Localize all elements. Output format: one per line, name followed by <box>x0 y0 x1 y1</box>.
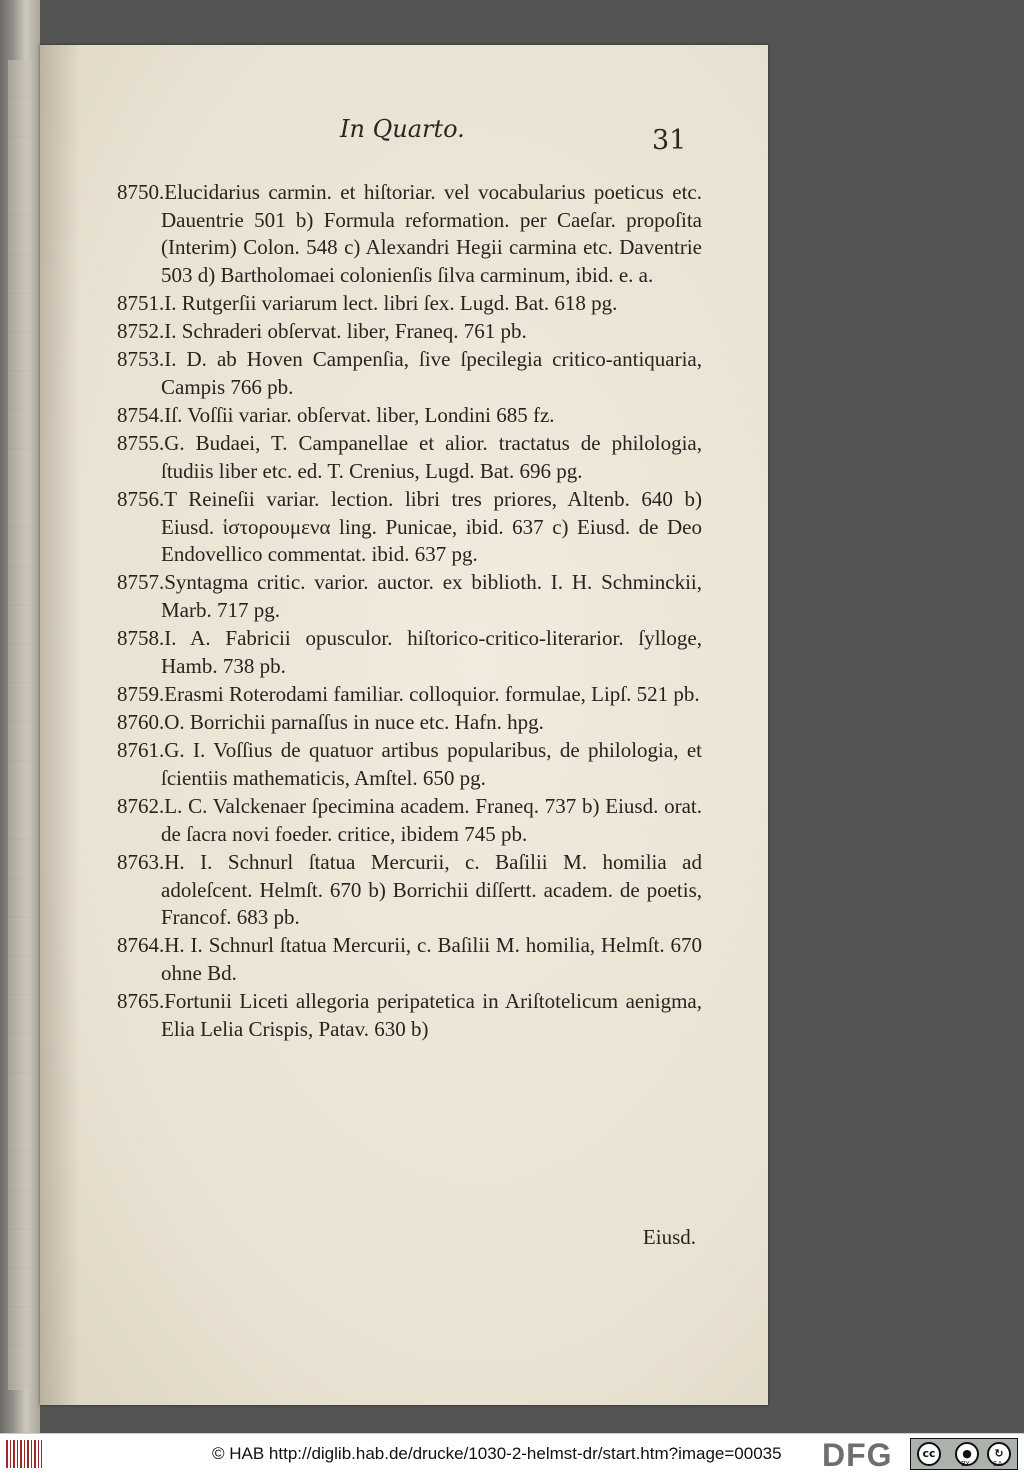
entry-text: I. Rutgerſii variarum lect. libri ſex. Lugd. Bat. 618 pg. <box>164 290 618 315</box>
cc-by-sa-icon[interactable] <box>910 1438 1018 1470</box>
entry-text: O. Borrichii parnaſſus in nuce etc. Hafn. hpg. <box>164 710 544 735</box>
entry-number: 8750. <box>117 180 165 204</box>
spine-page-edges <box>8 60 32 1390</box>
entry-number: 8765. <box>117 989 165 1014</box>
entry-text: L. C. Valckenaer ſpecimina academ. Franeq. 737 b) Eiusd. orat. de ſacra novi foeder. critice, ibidem 745 pb. <box>161 794 702 846</box>
catalog-entry <box>117 569 702 624</box>
entry-text: I. D. ab Hoven Campenſia, ſive ſpecilegia critico-antiquaria, Campis 766 pb. <box>161 347 702 399</box>
footer-bar <box>0 1433 1024 1474</box>
entry-number: 8754. <box>117 403 165 428</box>
by-person-icon: ● <box>955 1442 979 1466</box>
entry-number: 8756. <box>117 487 165 512</box>
entry-number: 8761. <box>117 738 165 763</box>
catalog-entry <box>117 346 702 401</box>
entry-text: T Reineſii variar. lection. libri tres priores, Altenb. 640 b) Eiusd. ἱστορουμενα ling. Punicae, ibid. 637 c) Eiusd. de Deo Endovellico commentat. ibid. 637 pg. <box>161 487 702 567</box>
sa-label: SA <box>993 1460 1003 1468</box>
dfg-logo[interactable]: DFG <box>822 1437 893 1473</box>
entry-number: 8757. <box>117 570 165 595</box>
entry-text: Fortunii Liceti allegoria peripatetica in Ariſtotelicum aenigma, Elia Lelia Crispis, Patav. 630 b) <box>161 989 702 1041</box>
page-number: 31 <box>652 125 687 156</box>
entry-number: 8755. <box>117 431 165 456</box>
cc-icon: cc <box>917 1442 941 1466</box>
entry-text: Erasmi Roterodami familiar. colloquior. formulae, Lipſ. 521 pb. <box>164 682 700 707</box>
entry-number: 8763. <box>117 849 165 874</box>
share-alike-icon: ↻ <box>987 1442 1011 1466</box>
catalog-entry <box>117 932 702 987</box>
copyright-link[interactable]: © HAB http://diglib.hab.de/drucke/1030-2-helmst-dr/start.htm?image=00035 <box>212 1444 782 1463</box>
book-spine <box>0 0 40 1433</box>
catalog-entry <box>117 988 702 1043</box>
entry-text: G. Budaei, T. Campanellae et alior. tractatus de philologia, ſtudiis liber etc. ed. T. Crenius, Lugd. Bat. 696 pg. <box>161 431 702 483</box>
entry-text: Elucidarius carmin. et hiſtoriar. vel vocabularius poeticus etc. Dauentrie 501 b) Formula reformation. per Caeſar. propoſita (Interim) Colon. 548 c) Alexandri Hegii carmina etc. Daventrie 503 d) Bartholomaei colonienſis ſilva carminum, ibid. e. a. <box>161 180 702 287</box>
hab-barcode-icon <box>6 1440 42 1468</box>
entry-number: 8764. <box>117 933 165 958</box>
by-label: BY <box>961 1460 970 1468</box>
catalog-entries <box>117 179 702 1044</box>
catalog-entry <box>117 625 702 680</box>
entry-text: G. I. Voſſius de quatuor artibus popularibus, de philologia, et ſcientiis mathematicis, Amſtel. 650 pg. <box>161 738 702 790</box>
catchword: Eiusd. <box>642 1225 696 1249</box>
entry-text: H. I. Schnurl ſtatua Mercurii, c. Baſilii M. homilia, Helmſt. 670 ohne Bd. <box>161 933 702 985</box>
catalog-entry <box>117 793 702 848</box>
catalog-entry <box>117 179 702 289</box>
catalog-entry <box>117 681 702 709</box>
entry-number: 8758. <box>117 626 165 651</box>
entry-number: 8762. <box>117 794 165 819</box>
entry-text: I. A. Fabricii opusculor. hiſtorico-critico-literarior. ſylloge, Hamb. 738 pb. <box>161 626 702 678</box>
entry-text: I. Schraderi obſervat. liber, Franeq. 761 pb. <box>164 319 527 344</box>
catalog-entry <box>117 737 702 792</box>
entry-number: 8751. <box>117 290 165 315</box>
catalog-entry <box>117 486 702 569</box>
catalog-entry <box>117 430 702 485</box>
catalog-entry <box>117 318 702 346</box>
entry-text: H. I. Schnurl ſtatua Mercurii, c. Baſilii M. homilia ad adoleſcent. Helmſt. 670 b) Borrichii diſſertt. academ. de poetis, Francof. 683 pb. <box>161 849 702 930</box>
entry-number: 8760. <box>117 710 165 735</box>
entry-text: Iſ. Voſſii variar. obſervat. liber, Londini 685 fz. <box>164 403 555 428</box>
running-head: In Quarto. <box>340 115 465 143</box>
entry-number: 8753. <box>117 347 165 372</box>
catalog-entry <box>117 402 702 430</box>
catalog-entry <box>117 709 702 737</box>
entry-number: 8759. <box>117 682 165 707</box>
book-page <box>40 45 768 1405</box>
catalog-entry <box>117 849 702 932</box>
catalog-entry <box>117 290 702 318</box>
entry-number: 8752. <box>117 319 165 344</box>
entry-text: Syntagma critic. varior. auctor. ex biblioth. I. H. Schminckii, Marb. 717 pg. <box>161 570 702 623</box>
